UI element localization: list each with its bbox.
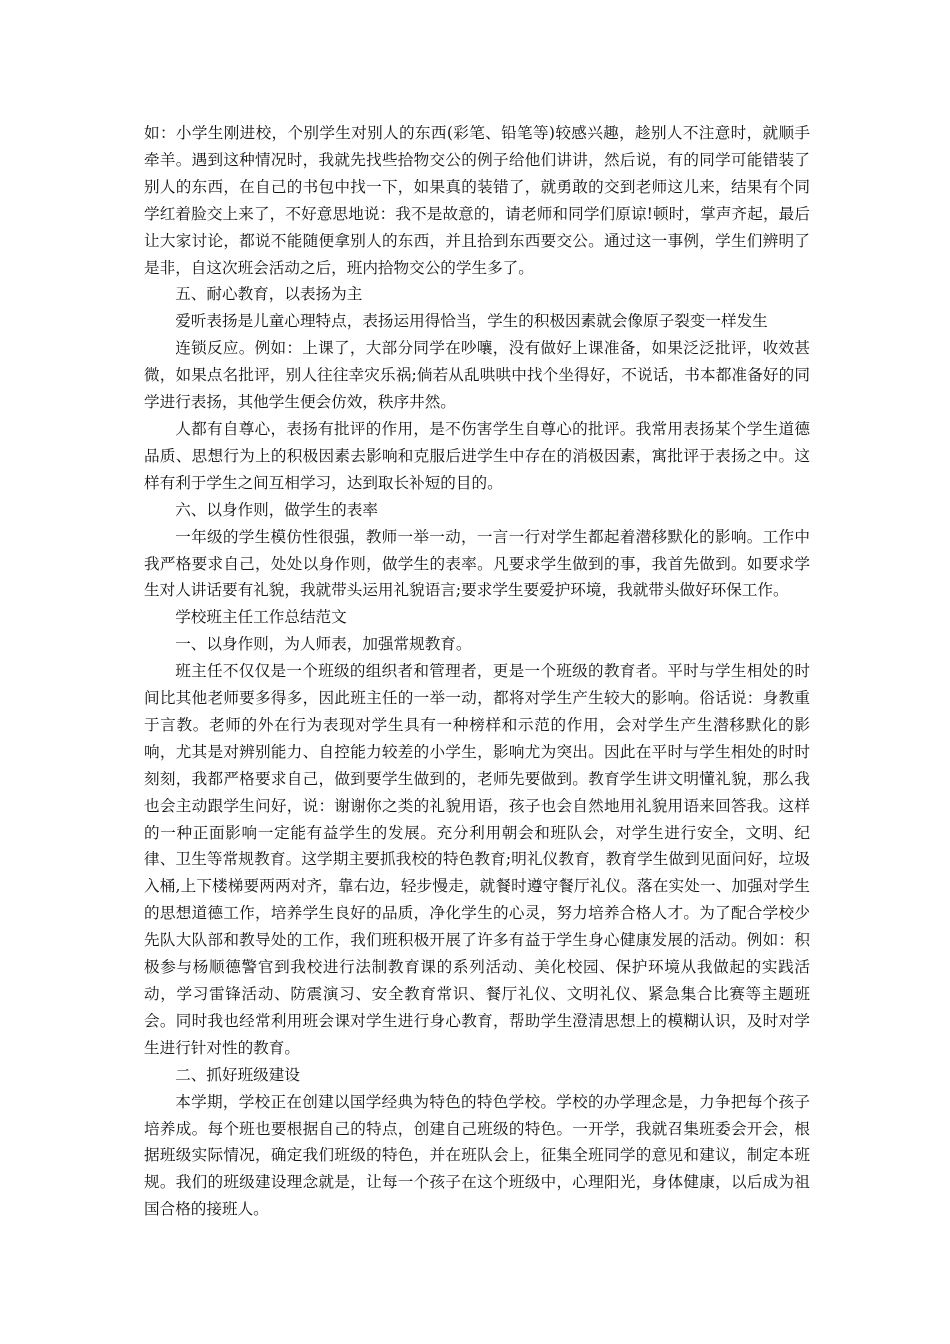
document-page — [144, 120, 810, 1223]
section-heading-5: 五、耐心教育，以表扬为主 — [175, 285, 363, 304]
paragraph-routine-education: 班主任不仅仅是一个班级的组织者和管理者，更是一个班级的教育者。平时与学生相处的时间比其他老师要多得多，因此班主任的一举一动，都将对学生产生较大的影响。俗话说：身教重于言教。老师的外在行为表现对学生具有一种榜样和示范的作用，会对学生产生潜移默化的影响，尤其是对辨别能力、自控能力较差的小学生，影响尤为突出。因此在平时与学生相处的时时刻刻，我都严格要求自己，做到要学生做到的，老师先要做到。教育学生讲文明懂礼貌，那么我也会主动跟学生问好，说：谢谢你之类的礼貌用语，孩子也会自然地用礼貌用语来回答我。这样的一种正面影响一定能有益学生的发展。充分利用朝会和班队会，对学生进行安全，文明、纪律、卫生等常规教育。这学期主要抓我校的特色教育;明礼仪教育，教育学生做到见面问好，垃圾入桶,上下楼梯要两两对齐，靠右边，轻步慢走，就餐时遵守餐厅礼仪。落在实处一、加强对学生的思想道德工作，培养学生良好的品质，净化学生的心灵，努力培养合格人才。为了配合学校少先队大队部和教导处的工作，我们班积极开展了许多有益于学生身心健康发展的活动。例如：积极参与杨顺德警官到我校进行法制教育课的系列活动、美化校园、保护环境从我做起的实践活动，学习雷锋活动、防震演习、安全教育常识、餐厅礼仪、文明礼仪、紧急集合比赛等主题班会。同时我也经常利用班会课对学生进行身心教育，帮助学生澄清思想上的模糊认识，及时对学生进行针对性的教育。 — [144, 662, 810, 1057]
document-subtitle: 学校班主任工作总结范文 — [175, 608, 347, 627]
section-heading-6: 六、以身作则，做学生的表率 — [175, 500, 378, 519]
paragraph-lost-items-story: 如：小学生刚进校，个别学生对别人的东西(彩笔、铅笔等)较感兴趣，趁别人不注意时，就顺手牵羊。遇到这种情况时，我就先找些拾物交公的例子给他们讲讲，然后说，有的同学可能错装了别人的东西，在自己的书包中找一下，如果真的装错了，就勇敢的交到老师这儿来，结果有个同学红着脸交上来了，不好意思地说：我不是故意的，请老师和同学们原谅!顿时，掌声齐起，最后让大家讨论，都说不能随便拿别人的东西，并且拾到东西要交公。通过这一事例，学生们辨明了是非，自这次班会活动之后，班内拾物交公的学生多了。 — [144, 124, 810, 277]
paragraph-chain-reaction: 连锁反应。例如：上课了，大部分同学在吵嚷，没有做好上课准备，如果泛泛批评，收效甚微，如果点名批评，别人往往幸灾乐祸;倘若从乱哄哄中找个坐得好，不说话，书本都准备好的同学进行表扬，其他学生便会仿效，秩序井然。 — [144, 339, 810, 412]
paragraph-role-model: 一年级的学生模仿性很强，教师一举一动，一言一行对学生都起着潜移默化的影响。工作中我严格要求自己，处处以身作则，做学生的表率。凡要求学生做到的事，我首先做到。如要求学生对人讲话要有礼貌，我就带头运用礼貌语言;要求学生要爱护环境，我就带头做好环保工作。 — [144, 527, 810, 600]
section-heading-1: 一、以身作则，为人师表，加强常规教育。 — [175, 635, 472, 654]
paragraph-self-esteem: 人都有自尊心，表扬有批评的作用，是不伤害学生自尊心的批评。我常用表扬某个学生道德品质、思想行为上的积极因素去影响和克服后进学生中存在的消极因素，寓批评于表扬之中。这样有利于学生之间互相学习，达到取长补短的目的。 — [144, 419, 810, 492]
section-heading-2: 二、抓好班级建设 — [175, 1065, 300, 1084]
paragraph-class-building: 本学期，学校正在创建以国学经典为特色的特色学校。学校的办学理念是，力争把每个孩子培养成。每个班也要根据自己的特点，创建自己班级的特色。一开学，我就召集班委会开会，根据班级实际情况，确定我们班级的特色，并在班队会上，征集全班同学的意见和建议，制定本班规。我们的班级建设理念就是，让每一个孩子在这个班级中，心理阳光，身体健康，以后成为祖国合格的接班人。 — [144, 1092, 810, 1219]
paragraph-praise-intro: 爱听表扬是儿童心理特点，表扬运用得恰当，学生的积极因素就会像原子裂变一样发生 — [175, 312, 768, 331]
